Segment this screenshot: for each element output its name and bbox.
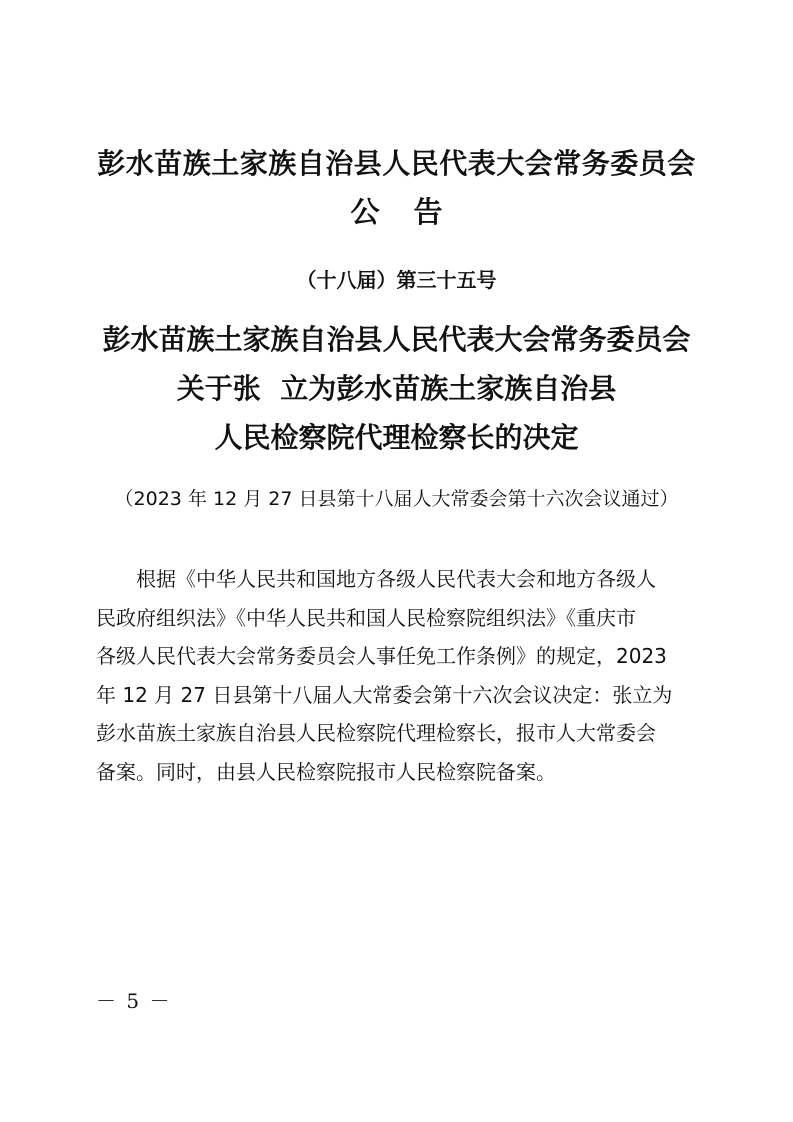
body-line: 备案。同时，由县人民检察院报市人民检察院备案。 <box>96 759 556 784</box>
page-number: － 5 － <box>96 989 172 1013</box>
body-line: 年 12 月 27 日县第十八届人大常委会第十六次会议决定：张立为 <box>96 682 673 707</box>
document-number: （十八届）第三十五号 <box>296 268 497 292</box>
adoption-note: （2023 年 12 月 27 日县第十八届人大常委会第十六次会议通过） <box>114 488 679 510</box>
notice-label: 公告 <box>350 195 477 229</box>
body-line: 各级人民代表大会常务委员会人事任免工作条例》的规定，2023 <box>96 644 667 668</box>
decision-title-line-3: 人民检察院代理检察长的决定 <box>214 421 579 454</box>
decision-title-line-2: 关于张 立为彭水苗族土家族自治县 <box>176 372 617 405</box>
body-line: 根据《中华人民共和国地方各级人民代表大会和地方各级人 <box>136 567 656 591</box>
body-line: 彭水苗族土家族自治县人民检察院代理检察长，报市人大常委会 <box>96 721 656 745</box>
body-line: 民政府组织法》《中华人民共和国人民检察院组织法》《重庆市 <box>96 605 636 630</box>
decision-title-line-1: 彭水苗族土家族自治县人民代表大会常务委员会 <box>102 323 691 356</box>
issuer-heading: 彭水苗族土家族自治县人民代表大会常务委员会 <box>97 147 696 180</box>
decision-body <box>96 560 701 791</box>
